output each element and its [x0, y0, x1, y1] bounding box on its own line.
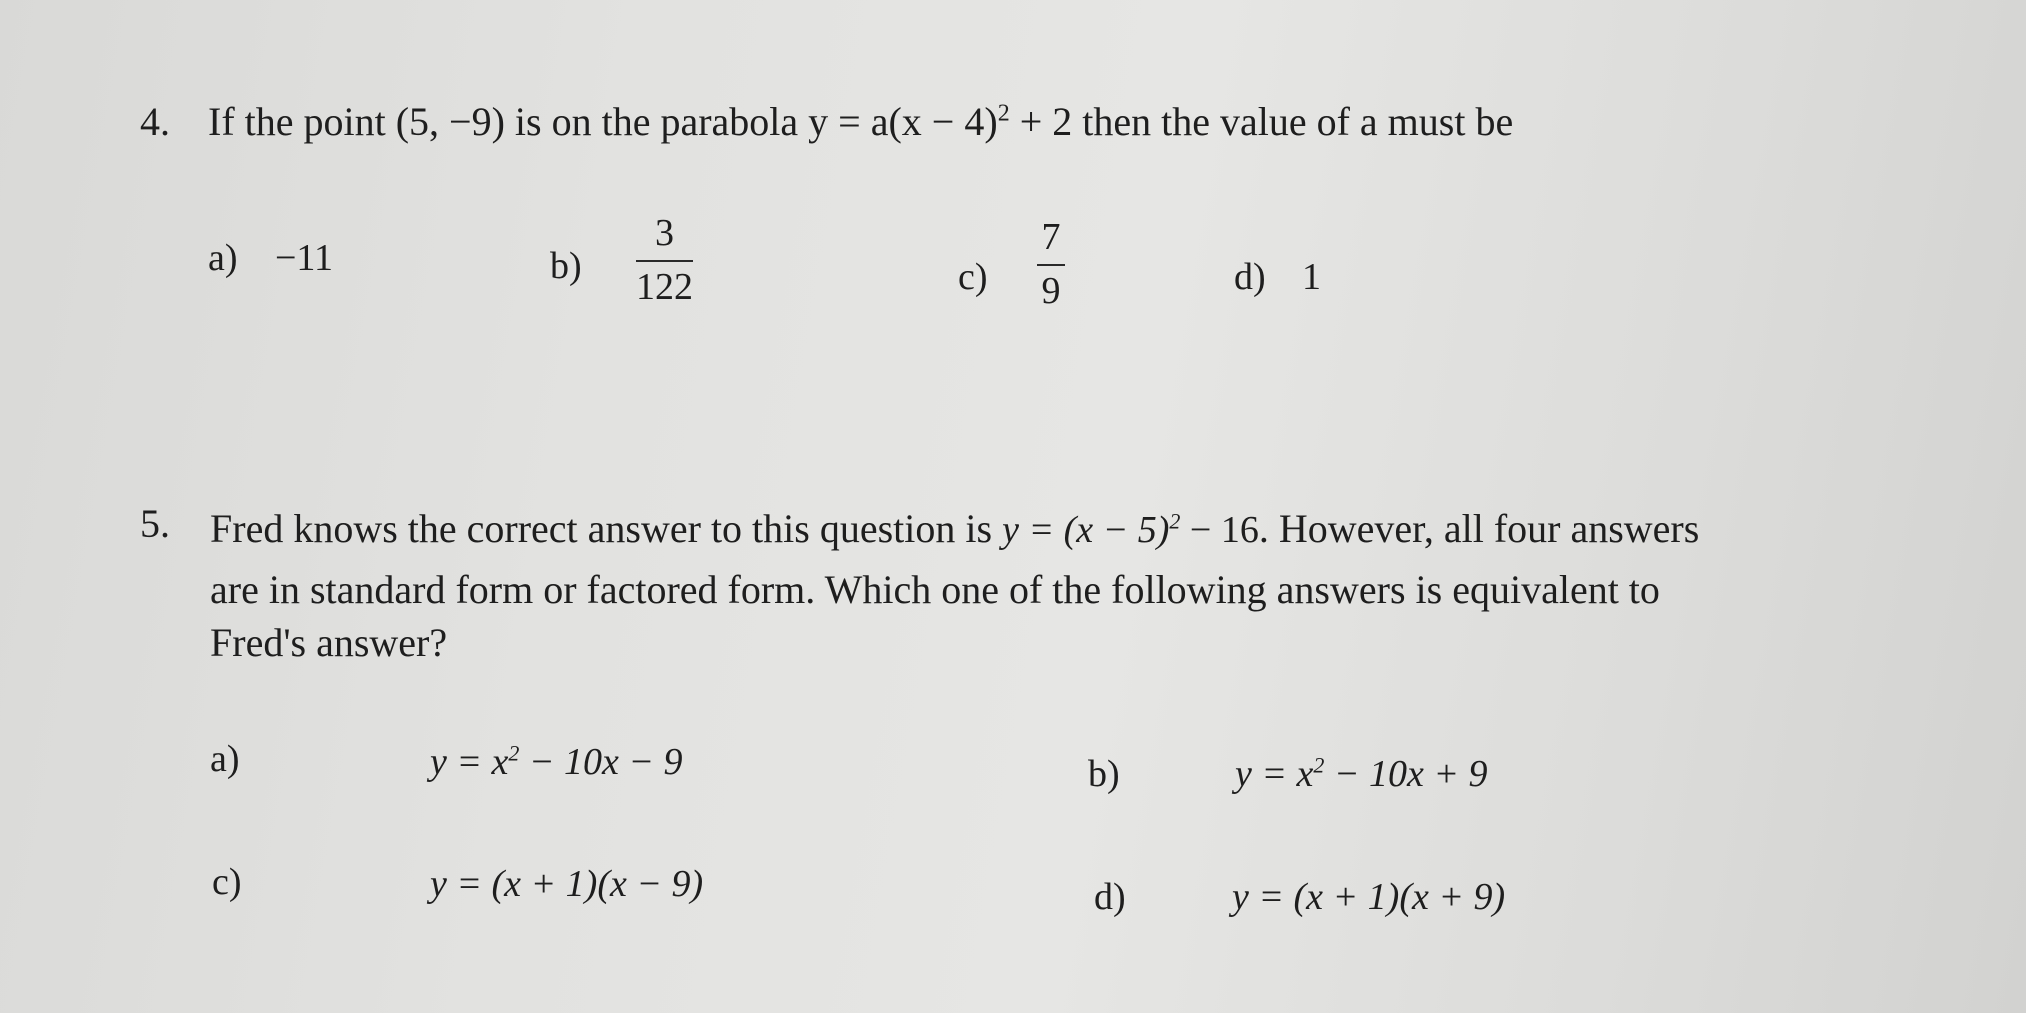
- q5-choice-b-equation: [1235, 752, 1488, 796]
- q5-choice-b-label[interactable]: b): [1088, 753, 1120, 795]
- q5-choice-a-equation: [430, 740, 683, 784]
- q4-choice-b-numerator: 3: [655, 212, 674, 254]
- q5-choice-b-equation-before: y = x: [1235, 753, 1314, 795]
- q4-choice-d-value: 1: [1302, 256, 1321, 298]
- q5-choice-b-equation-after: − 10x + 9: [1324, 753, 1488, 795]
- q5-choice-a-label[interactable]: a): [210, 738, 240, 780]
- q4-choice-d-label[interactable]: d): [1234, 256, 1266, 298]
- q5-choice-b-equation-exponent: 2: [1313, 752, 1325, 778]
- q4-choice-b-denominator: 122: [636, 266, 693, 308]
- q5-choice-c-label[interactable]: c): [212, 861, 242, 903]
- q5-choice-d-equation: y = (x + 1)(x + 9): [1232, 876, 1506, 918]
- question-4-exponent: 2: [997, 100, 1010, 127]
- q4-choice-b-fraction: [636, 214, 693, 306]
- question-5-line-1-before: Fred knows the correct answer to this question is: [210, 506, 1003, 551]
- question-5-number: 5.: [140, 501, 170, 546]
- question-5-line-1-after: . However, all four answers: [1258, 506, 1700, 551]
- question-5-line-3: Fred's answer?: [210, 620, 448, 665]
- q4-choice-a-label[interactable]: a): [208, 237, 238, 279]
- question-5-equation-after: − 16: [1180, 509, 1259, 551]
- question-5-line-1: [210, 505, 1699, 552]
- question-4-text: [208, 98, 1513, 145]
- question-5-equation-exponent: 2: [1169, 508, 1181, 534]
- question-4-text-before: If the point (5, −9) is on the parabola y = a(x − 4): [208, 99, 998, 144]
- q5-choice-d-label[interactable]: d): [1094, 876, 1126, 918]
- q5-choice-a-equation-after: − 10x − 9: [519, 741, 683, 783]
- q4-choice-c-fraction: [1037, 218, 1065, 310]
- question-4-number: 4.: [140, 99, 170, 144]
- question-5-equation-before: y = (x − 5): [1002, 509, 1170, 551]
- q4-choice-c-denominator: 9: [1041, 270, 1061, 312]
- q4-choice-c-label[interactable]: c): [958, 256, 988, 298]
- question-5-line-2: are in standard form or factored form. Which one of the following answers is equivalent to: [210, 567, 1660, 612]
- question-4-text-after: + 2 then the value of a must be: [1009, 99, 1514, 144]
- q4-choice-a-value: −11: [275, 237, 334, 279]
- q4-choice-c-numerator: 7: [1041, 216, 1061, 258]
- q4-choice-b-label[interactable]: b): [550, 245, 582, 287]
- q5-choice-a-equation-exponent: 2: [508, 740, 520, 766]
- q5-choice-a-equation-before: y = x: [430, 741, 509, 783]
- question-5-equation: [1002, 509, 1259, 551]
- q5-choice-c-equation: y = (x + 1)(x − 9): [430, 863, 704, 905]
